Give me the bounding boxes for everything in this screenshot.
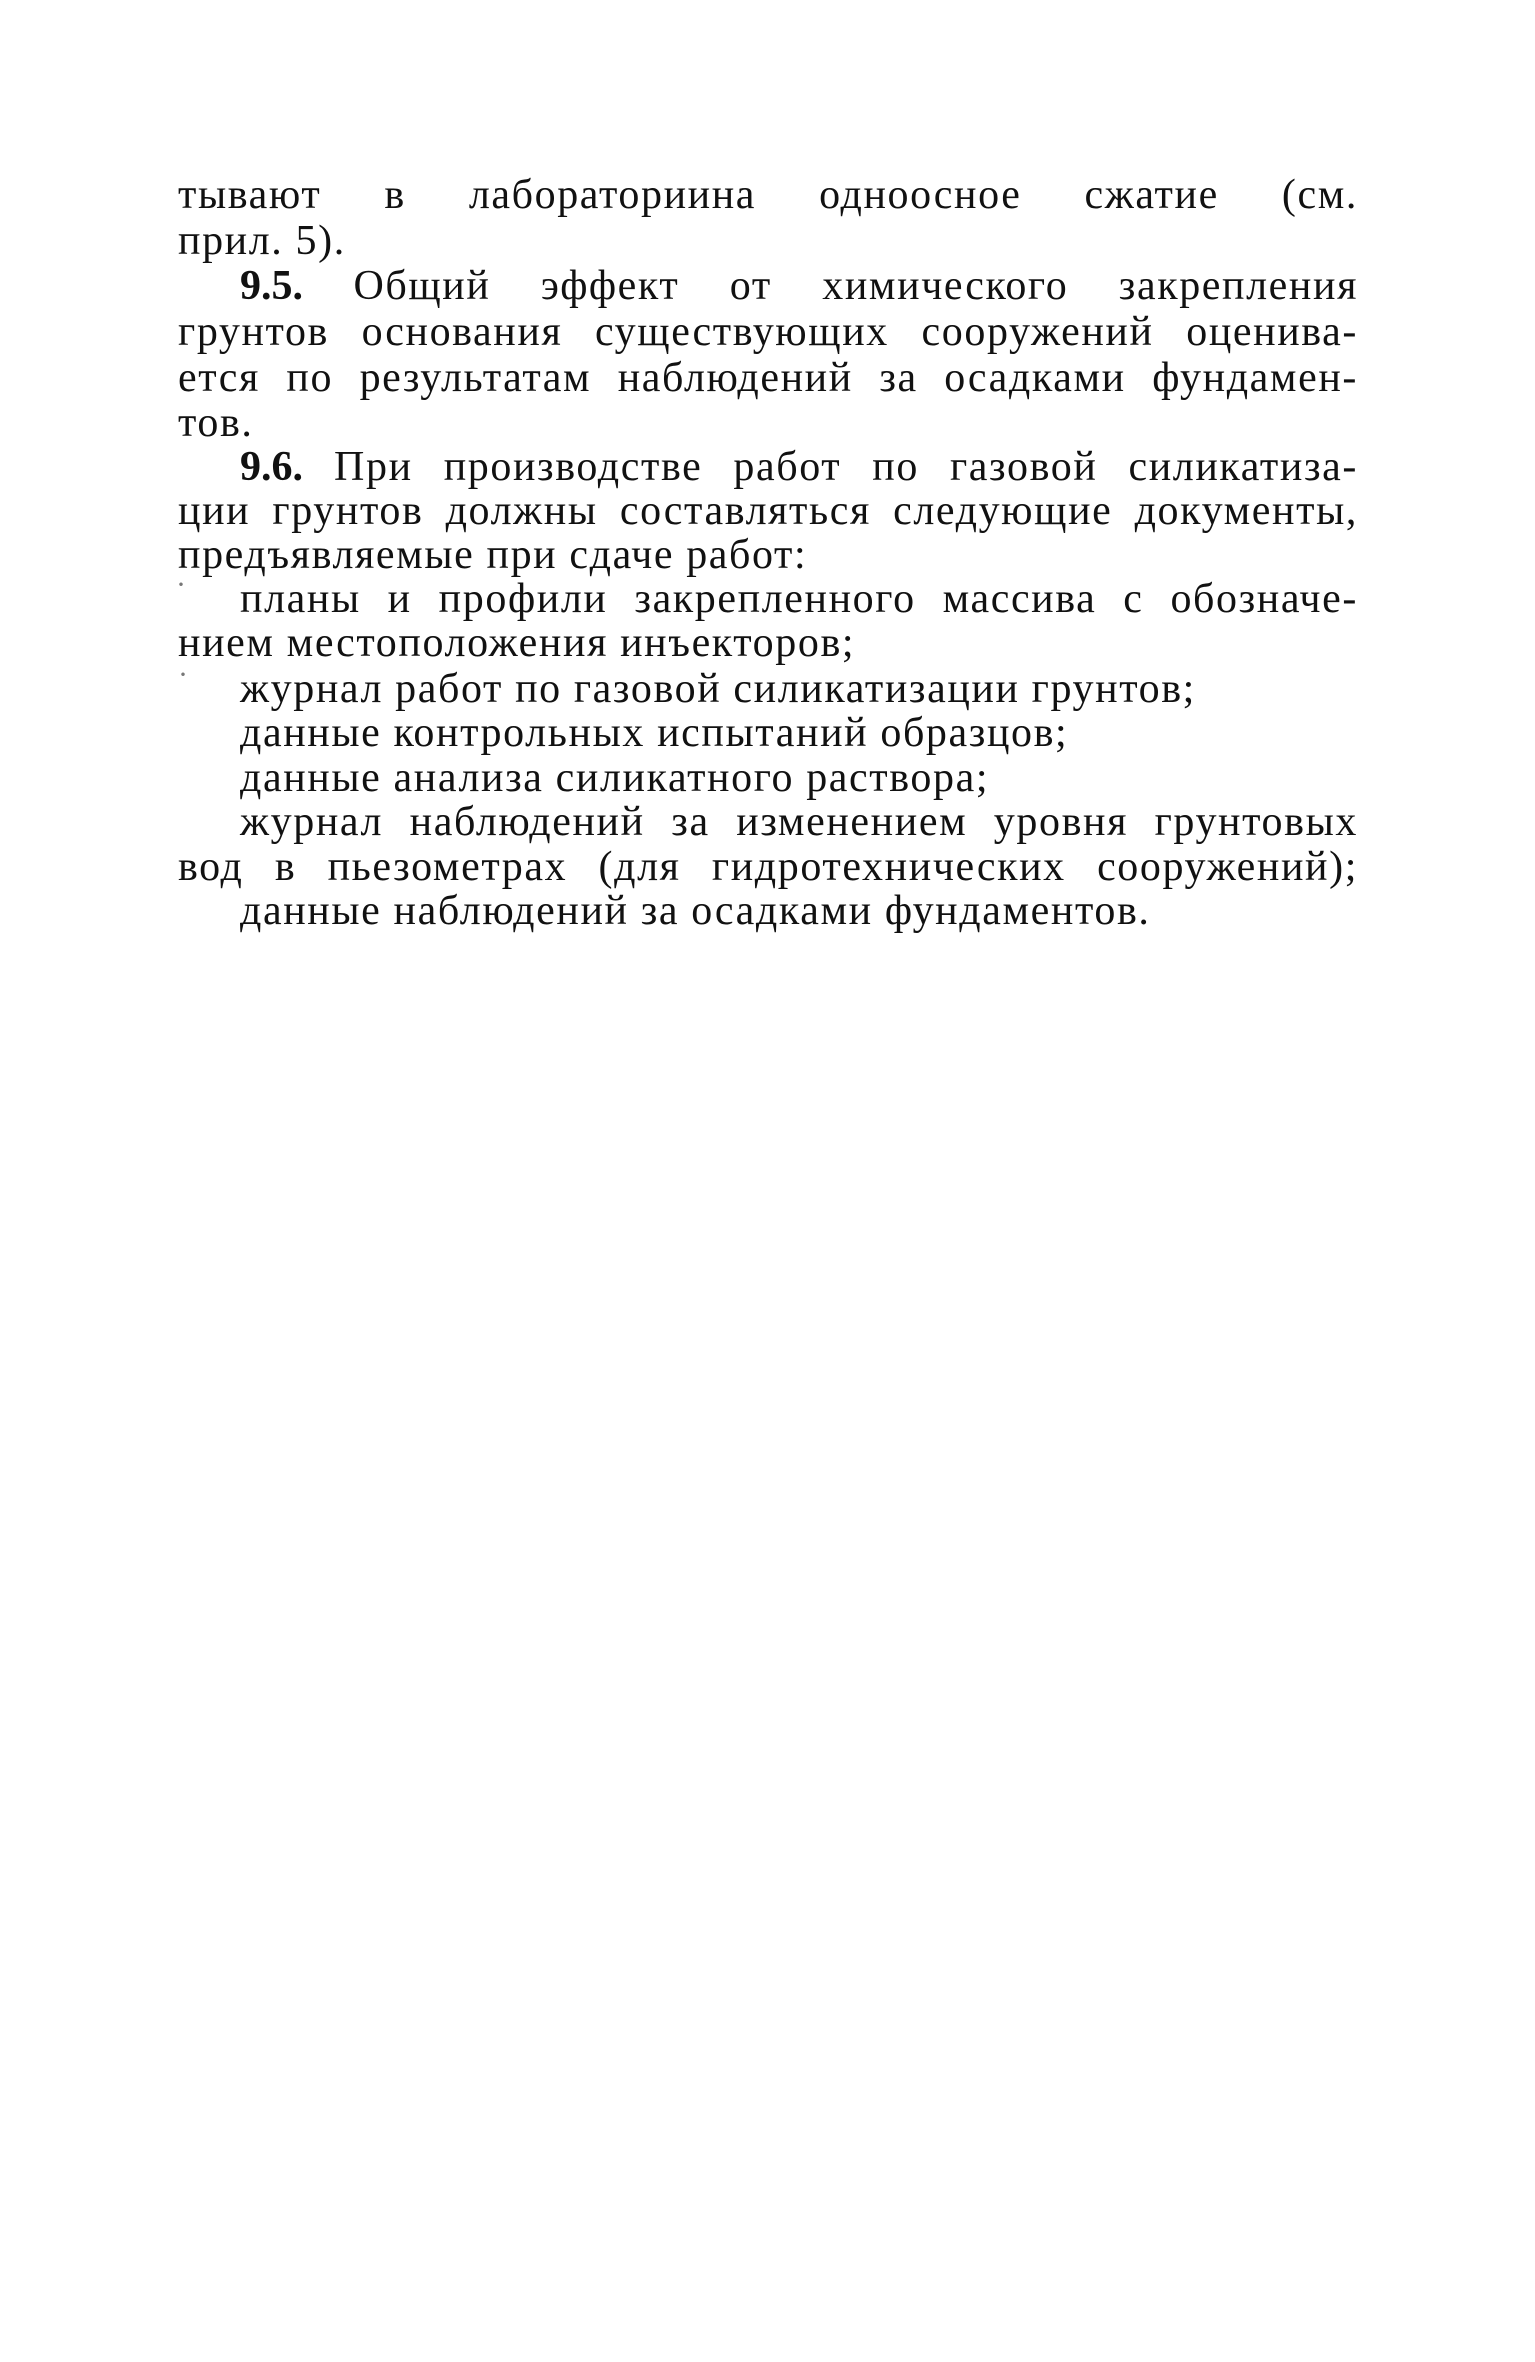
scan-speck: ·	[178, 658, 188, 691]
text-line: прил. 5).	[178, 218, 346, 264]
text-line: грунтов основания существующих сооружений оценива-	[178, 309, 1358, 355]
list-item: данные наблюдений за осадками фундаментов.	[240, 888, 1151, 934]
text-line: вод в пьезометрах (для гидротехнических сооружений);	[178, 844, 1358, 890]
list-item: данные анализа силикатного раствора;	[240, 755, 990, 801]
paragraph-9-6-first-line	[240, 445, 1358, 489]
text-line: тывают в лабораториина одноосное сжатие (см.	[178, 172, 1358, 218]
paragraph-number: 9.5.	[240, 263, 303, 309]
text-line: При производстве работ по газовой силикатиза-	[334, 444, 1358, 490]
list-item: данные контрольных испытаний образцов;	[240, 710, 1069, 756]
text-line: предъявляемые при сдаче работ:	[178, 532, 808, 578]
paragraph-number: 9.6.	[240, 444, 303, 490]
text-line: ции грунтов должны составляться следующие документы,	[178, 488, 1358, 534]
text-line: тов.	[178, 400, 254, 446]
paragraph-9-5-first-line	[240, 264, 1358, 308]
text-line: Общий эффект от химического закрепления	[353, 263, 1358, 309]
list-item: журнал работ по газовой силикатизации грунтов;	[240, 666, 1196, 712]
text-line: ется по результатам наблюдений за осадками фундамен-	[178, 355, 1358, 401]
scan-speck: ·	[176, 568, 186, 601]
list-item: планы и профили закрепленного массива с обозначе-	[240, 576, 1358, 622]
list-item: журнал наблюдений за изменением уровня грунтовых	[240, 799, 1358, 845]
text-line: нием местоположения инъекторов;	[178, 620, 856, 666]
